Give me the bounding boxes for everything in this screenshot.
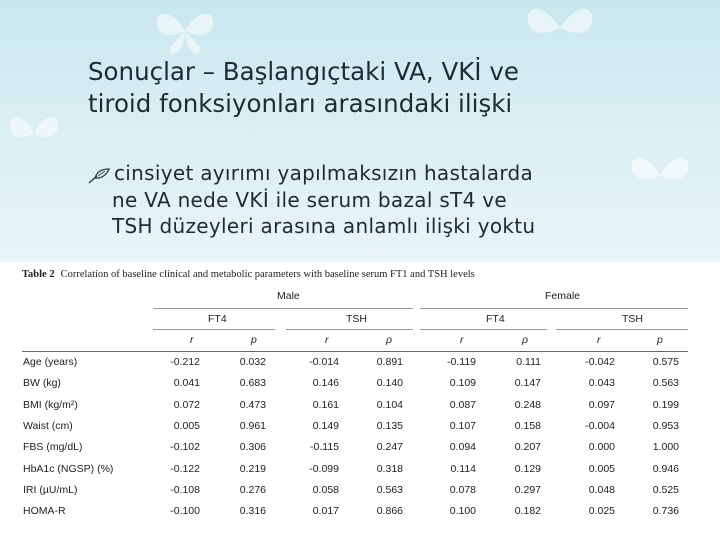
table-cell: 0.297 [514,483,541,496]
butterfly-decoration-icon [150,6,220,56]
table-cell: 0.182 [514,505,541,518]
butterfly-decoration-icon [4,110,64,156]
table-cell: 0.149 [312,419,339,432]
table-cell: -0.099 [309,462,339,475]
divider [420,308,688,309]
bullet-line-3: TSH düzeyleri arasına anlamlı ilişki yoktu [112,214,536,238]
slide-title [88,56,688,120]
slide-title-line-2: tiroid fonksiyonları arasındaki ilişki [88,89,513,118]
table-cell: 0.563 [376,483,403,496]
table-cell: 0.161 [312,398,339,411]
table-cell: -0.102 [170,441,200,454]
table-cell: -0.119 [447,356,476,368]
correlation-table [0,262,720,540]
table-cell: -0.042 [585,356,615,368]
divider [420,329,547,330]
subgroup-header-ft4-female: FT4 [486,313,505,325]
table-label: Table 2 [22,269,55,280]
table-cell: 0.525 [652,483,679,496]
column-header-p: ρ [522,334,529,346]
table-cell: 0.087 [449,398,476,411]
table-cell: 0.058 [312,483,339,496]
divider [286,329,413,330]
table-cell: 0.946 [652,462,679,475]
table-cell: 0.318 [376,462,403,475]
bullet-line-2: ne VA nede VKİ ile serum bazal sT4 ve [112,187,507,212]
group-header-male: Male [277,290,300,302]
table-caption-text: Correlation of baseline clinical and metabolic parameters with baseline serum FT1 and TSH levels [60,269,475,280]
table-cell: 0.129 [514,462,541,475]
divider [153,308,413,309]
row-label: HOMA-R [23,505,66,518]
table-cell: 0.140 [376,377,403,390]
table-cell: 0.247 [376,441,403,454]
table-cell: 0.097 [588,398,615,411]
row-label: FBS (mg/dL) [23,441,83,454]
table-cell: 0.736 [652,505,679,518]
table-cell: 0.072 [173,398,200,411]
table-cell: 0.104 [376,398,403,411]
table-cell: 0.078 [449,483,476,496]
table-cell: 0.683 [239,377,266,390]
table-cell: 0.114 [450,462,476,475]
table-cell: -0.100 [170,505,200,518]
column-header-r: r [460,334,464,346]
table-cell: 0.041 [173,377,200,390]
table-cell: 0.109 [449,377,476,390]
table-cell: 0.866 [376,505,403,518]
table-cell: 0.961 [239,419,266,432]
divider [556,329,688,330]
table-cell: 0.199 [652,398,679,411]
table-cell: 0.025 [588,505,615,518]
table-cell: 0.146 [312,377,339,390]
table-cell: 0.017 [312,505,339,518]
slide-title-line-1: Sonuçlar – Başlangıçtaki VA, VKİ ve [88,57,519,86]
table-cell: 0.107 [449,419,476,432]
table-cell: 0.316 [239,505,266,518]
butterfly-decoration-icon [520,0,600,55]
row-label: HbA1c (NGSP) (%) [23,462,114,475]
row-label: IRI (µU/mL) [23,483,78,496]
table-cell: 0.563 [652,377,679,390]
row-label: Waist (cm) [23,419,73,432]
table-cell: 0.575 [652,356,679,368]
subgroup-header-tsh-male: TSH [346,313,367,325]
column-header-p: ρ [386,334,393,346]
slide-header-area [0,0,720,262]
table-cell: -0.115 [310,441,339,454]
bullet-text [114,160,694,240]
table-cell: 0.005 [588,462,615,475]
table-cell: 0.891 [376,356,403,368]
table-cell: -0.004 [585,419,615,432]
divider [22,351,688,352]
table-cell: 0.276 [239,483,266,496]
column-header-r: r [190,334,194,346]
table-cell: 0.043 [588,377,615,390]
row-label: BMI (kg/m²) [23,398,78,411]
feather-pen-icon [88,168,110,184]
table-cell: 0.953 [652,419,679,432]
table-cell: 0.158 [514,419,541,432]
column-header-r: r [325,334,329,346]
table-cell: 0.032 [239,356,266,368]
table-cell: 0.048 [588,483,615,496]
column-header-p: p [251,334,257,346]
table-cell: -0.122 [170,462,200,475]
table-cell: -0.014 [309,356,339,368]
table-cell: 0.135 [376,419,403,432]
table-cell: -0.212 [170,356,200,368]
table-cell: 0.094 [449,441,476,454]
table-cell: 0.100 [449,505,476,518]
table-cell: 0.000 [588,441,615,454]
table-cell: 1.000 [652,441,679,454]
column-header-p: p [657,334,663,346]
bullet-line-1: cinsiyet ayırımı yapılmaksızın hastalarda [114,161,534,185]
row-label: BW (kg) [23,377,61,390]
row-label: Age (years) [23,356,78,368]
table-caption [22,269,475,280]
column-header-r: r [597,334,601,346]
divider [153,329,275,330]
group-header-female: Female [545,290,581,302]
table-cell: -0.108 [170,483,200,496]
subgroup-header-ft4-male: FT4 [208,313,227,325]
table-cell: 0.111 [516,356,541,368]
table-cell: 0.473 [239,398,266,411]
table-cell: 0.306 [239,441,266,454]
table-cell: 0.147 [514,377,541,390]
table-cell: 0.248 [514,398,541,411]
table-cell: 0.219 [239,462,266,475]
subgroup-header-tsh-female: TSH [622,313,643,325]
table-cell: 0.207 [514,441,541,454]
table-cell: 0.005 [173,419,200,432]
